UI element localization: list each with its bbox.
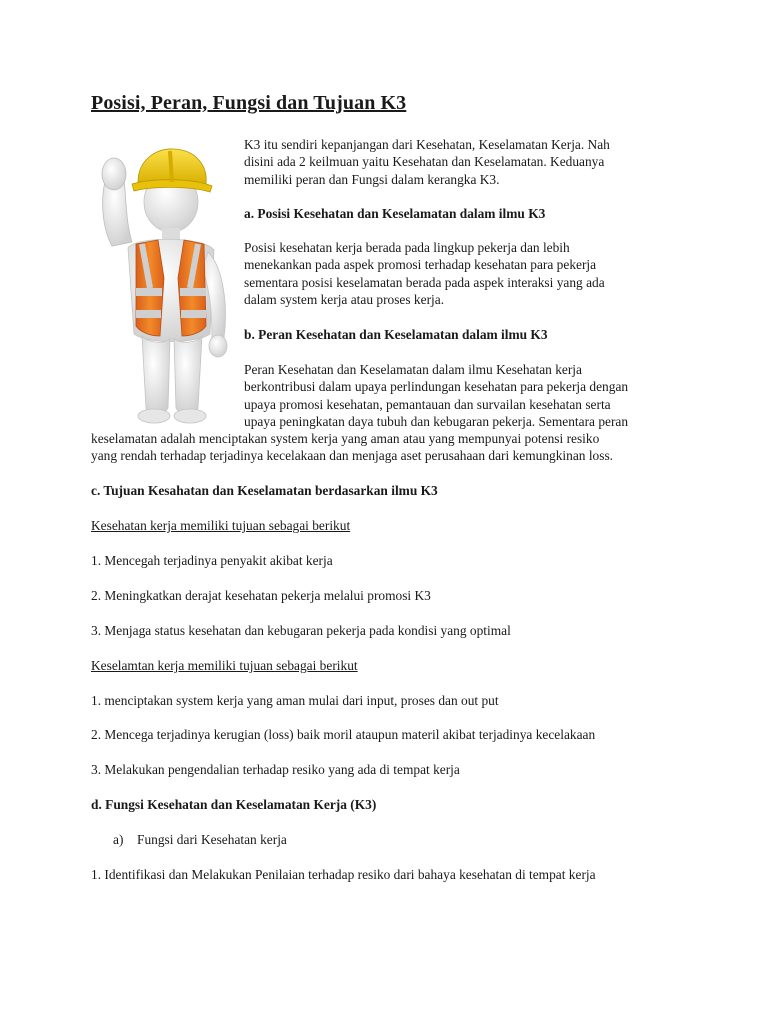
safety-goal-item: 1. menciptakan system kerja yang aman mulai dari input, proses dan out put	[91, 693, 499, 708]
worker-illustration	[92, 138, 234, 428]
intro-line: memiliki peran dan Fungsi dalam kerangka K3.	[244, 171, 500, 187]
section-b-line: upaya promosi kesehatan, pemantauan dan survailan kesehatan serta	[244, 396, 611, 412]
sub-list-label: Fungsi dari Kesehatan kerja	[137, 832, 287, 847]
intro-paragraph	[244, 136, 684, 188]
sub-list-marker: a)	[113, 832, 124, 847]
section-b-line: Peran Kesehatan dan Keselamatan dalam ilmu Kesehatan kerja	[244, 362, 582, 377]
section-b-line: keselamatan adalah menciptakan system kerja yang aman atau yang mempunyai potensi resiko	[91, 431, 600, 446]
section-a-line: sementara posisi keselamatan berada pada aspek interaksi yang ada	[244, 274, 605, 290]
section-a-line: Posisi kesehatan kerja berada pada lingkup pekerja dan lebih	[244, 240, 570, 255]
section-c-heading: c. Tujuan Kesahatan dan Keselamatan berdasarkan ilmu K3	[91, 483, 438, 498]
health-goals-intro: Kesehatan kerja memiliki tujuan sebagai berikut	[91, 518, 351, 533]
intro-line: disini ada 2 keilmuan yaitu Kesehatan dan Keselamatan. Keduanya	[244, 154, 605, 170]
section-b-paragraph	[244, 361, 684, 430]
section-a-heading: a. Posisi Kesehatan dan Keselamatan dalam ilmu K3	[244, 206, 546, 221]
section-a-line: menekankan pada aspek promosi terhadap kesehatan para pekerja	[244, 257, 597, 273]
intro-line: K3 itu sendiri kepanjangan dari Kesehatan, Keselamatan Kerja. Nah	[244, 137, 610, 152]
section-b-heading: b. Peran Kesehatan dan Keselamatan dalam ilmu K3	[244, 327, 548, 342]
function-item: 1. Identifikasi dan Melakukan Penilaian terhadap resiko dari bahaya kesehatan di tempat kerja	[91, 867, 596, 882]
worker-with-helmet-and-safety-vest-illustration	[92, 138, 234, 428]
section-d-heading: d. Fungsi Kesehatan dan Keselamatan Kerja (K3)	[91, 797, 377, 812]
page-title: Posisi, Peran, Fungsi dan Tujuan K3	[91, 92, 407, 114]
safety-goal-item: 3. Melakukan pengendalian terhadap resiko yang ada di tempat kerja	[91, 762, 460, 777]
health-goal-item: 1. Mencegah terjadinya penyakit akibat kerja	[91, 553, 333, 568]
section-a-line: dalam system kerja atau proses kerja.	[244, 291, 445, 307]
section-b-paragraph-continued	[91, 430, 681, 465]
section-d-subheading	[113, 831, 287, 848]
section-a-paragraph	[244, 239, 684, 308]
section-b-line: yang rendah terhadap terjadinya kecelakaan dan menjaga aset perusahaan dari kemungkinan loss.	[91, 448, 614, 464]
safety-goals-intro: Keselamtan kerja memiliki tujuan sebagai berikut	[91, 658, 358, 673]
section-b-line: upaya peningkatan daya tubuh dan kebugaran pekerja. Sementara peran	[244, 413, 629, 429]
section-b-line: berkontribusi dalam upaya perlindungan kesehatan para pekerja dengan	[244, 379, 629, 395]
safety-goal-item: 2. Mencega terjadinya kerugian (loss) baik moril ataupun materil akibat terjadinya kecelakaan	[91, 727, 596, 742]
health-goal-item: 3. Menjaga status kesehatan dan kebugaran pekerja pada kondisi yang optimal	[91, 623, 511, 638]
health-goal-item: 2. Meningkatkan derajat kesehatan pekerja melalui promosi K3	[91, 588, 431, 603]
